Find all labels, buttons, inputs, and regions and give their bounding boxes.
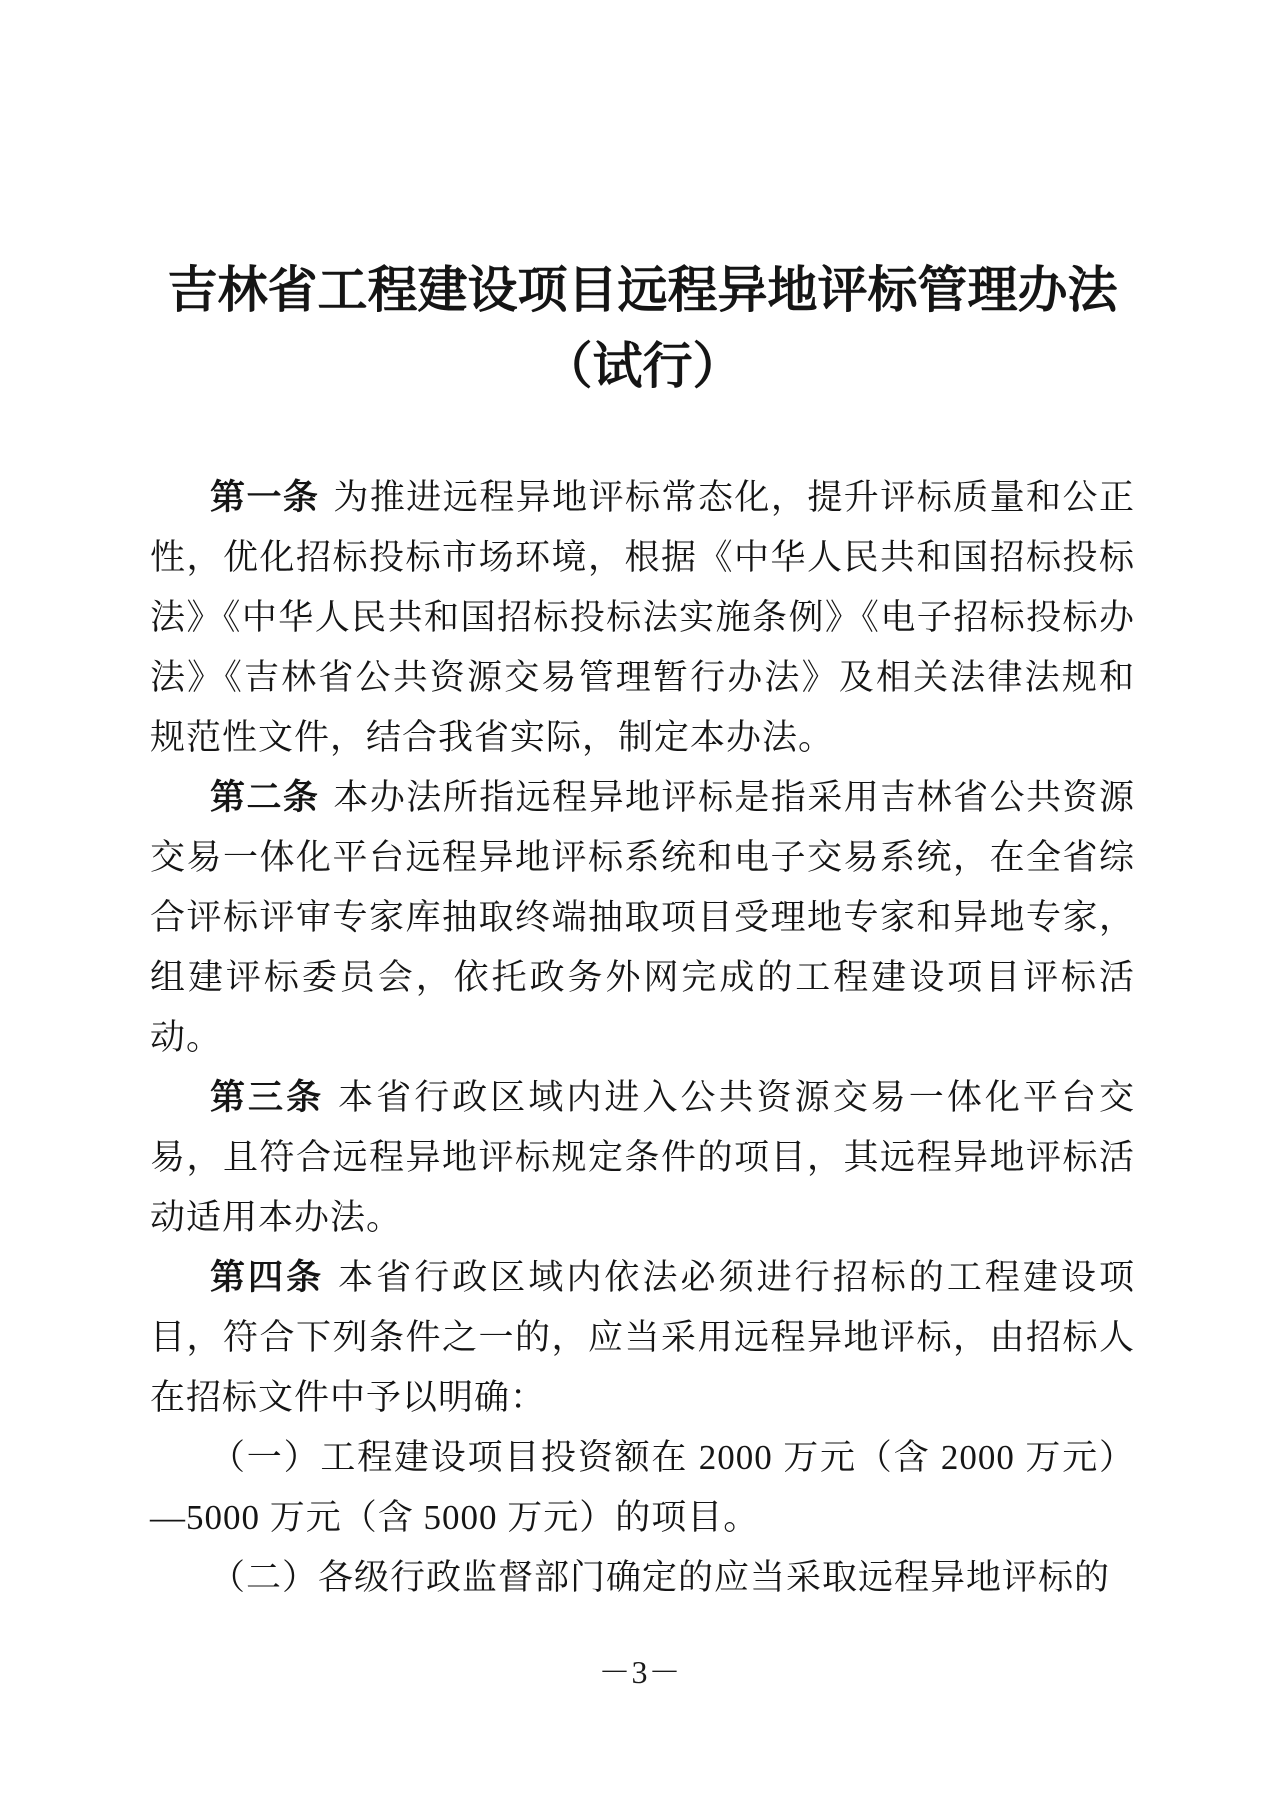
article-1-number: 第一条 xyxy=(210,478,320,517)
article-4-item-1-text: （一）工程建设项目投资额在 2000 万元（含 2000 万元）—5000 万元（含 5000 万元）的项目。 xyxy=(150,1438,1135,1537)
article-2-text: 本办法所指远程异地评标是指采用吉林省公共资源交易一体化平台远程异地评标系统和电子交易系统，在全省综合评标评审专家库抽取终端抽取项目受理地专家和异地专家，组建评标委员会，依托政务外网完成的工程建设项目评标活动。 xyxy=(150,778,1135,1057)
article-3-text: 本省行政区域内进入公共资源交易一体化平台交易，且符合远程异地评标规定条件的项目，其远程异地评标活动适用本办法。 xyxy=(150,1078,1135,1237)
article-2-paragraph xyxy=(150,768,1135,1068)
article-1-text: 为推进远程异地评标常态化，提升评标质量和公正性，优化招标投标市场环境，根据《中华人民共和国招标投标法》《中华人民共和国招标投标法实施条例》《电子招标投标办法》《吉林省公共资源交易管理暂行办法》及相关法律法规和规范性文件，结合我省实际，制定本办法。 xyxy=(150,478,1135,757)
document-title-line-2: （试行） xyxy=(542,338,743,394)
article-4-paragraph xyxy=(150,1248,1135,1428)
article-4-item-2-text: （二）各级行政监督部门确定的应当采取远程异地评标的 xyxy=(210,1558,1111,1597)
article-3-number: 第三条 xyxy=(210,1078,325,1117)
article-4-item-2-paragraph xyxy=(150,1548,1135,1608)
article-4-number: 第四条 xyxy=(210,1258,325,1297)
document-title xyxy=(150,252,1135,404)
page-number: －3－ xyxy=(598,1654,682,1690)
article-2-number: 第二条 xyxy=(210,778,320,817)
article-4-text: 本省行政区域内依法必须进行招标的工程建设项目，符合下列条件之一的，应当采用远程异地评标，由招标人在招标文件中予以明确： xyxy=(150,1258,1135,1417)
article-3-paragraph xyxy=(150,1068,1135,1248)
document-body xyxy=(150,468,1135,1608)
article-1-paragraph xyxy=(150,468,1135,768)
article-4-item-1-paragraph xyxy=(150,1428,1135,1548)
document-title-line-1: 吉林省工程建设项目远程异地评标管理办法 xyxy=(167,262,1118,318)
